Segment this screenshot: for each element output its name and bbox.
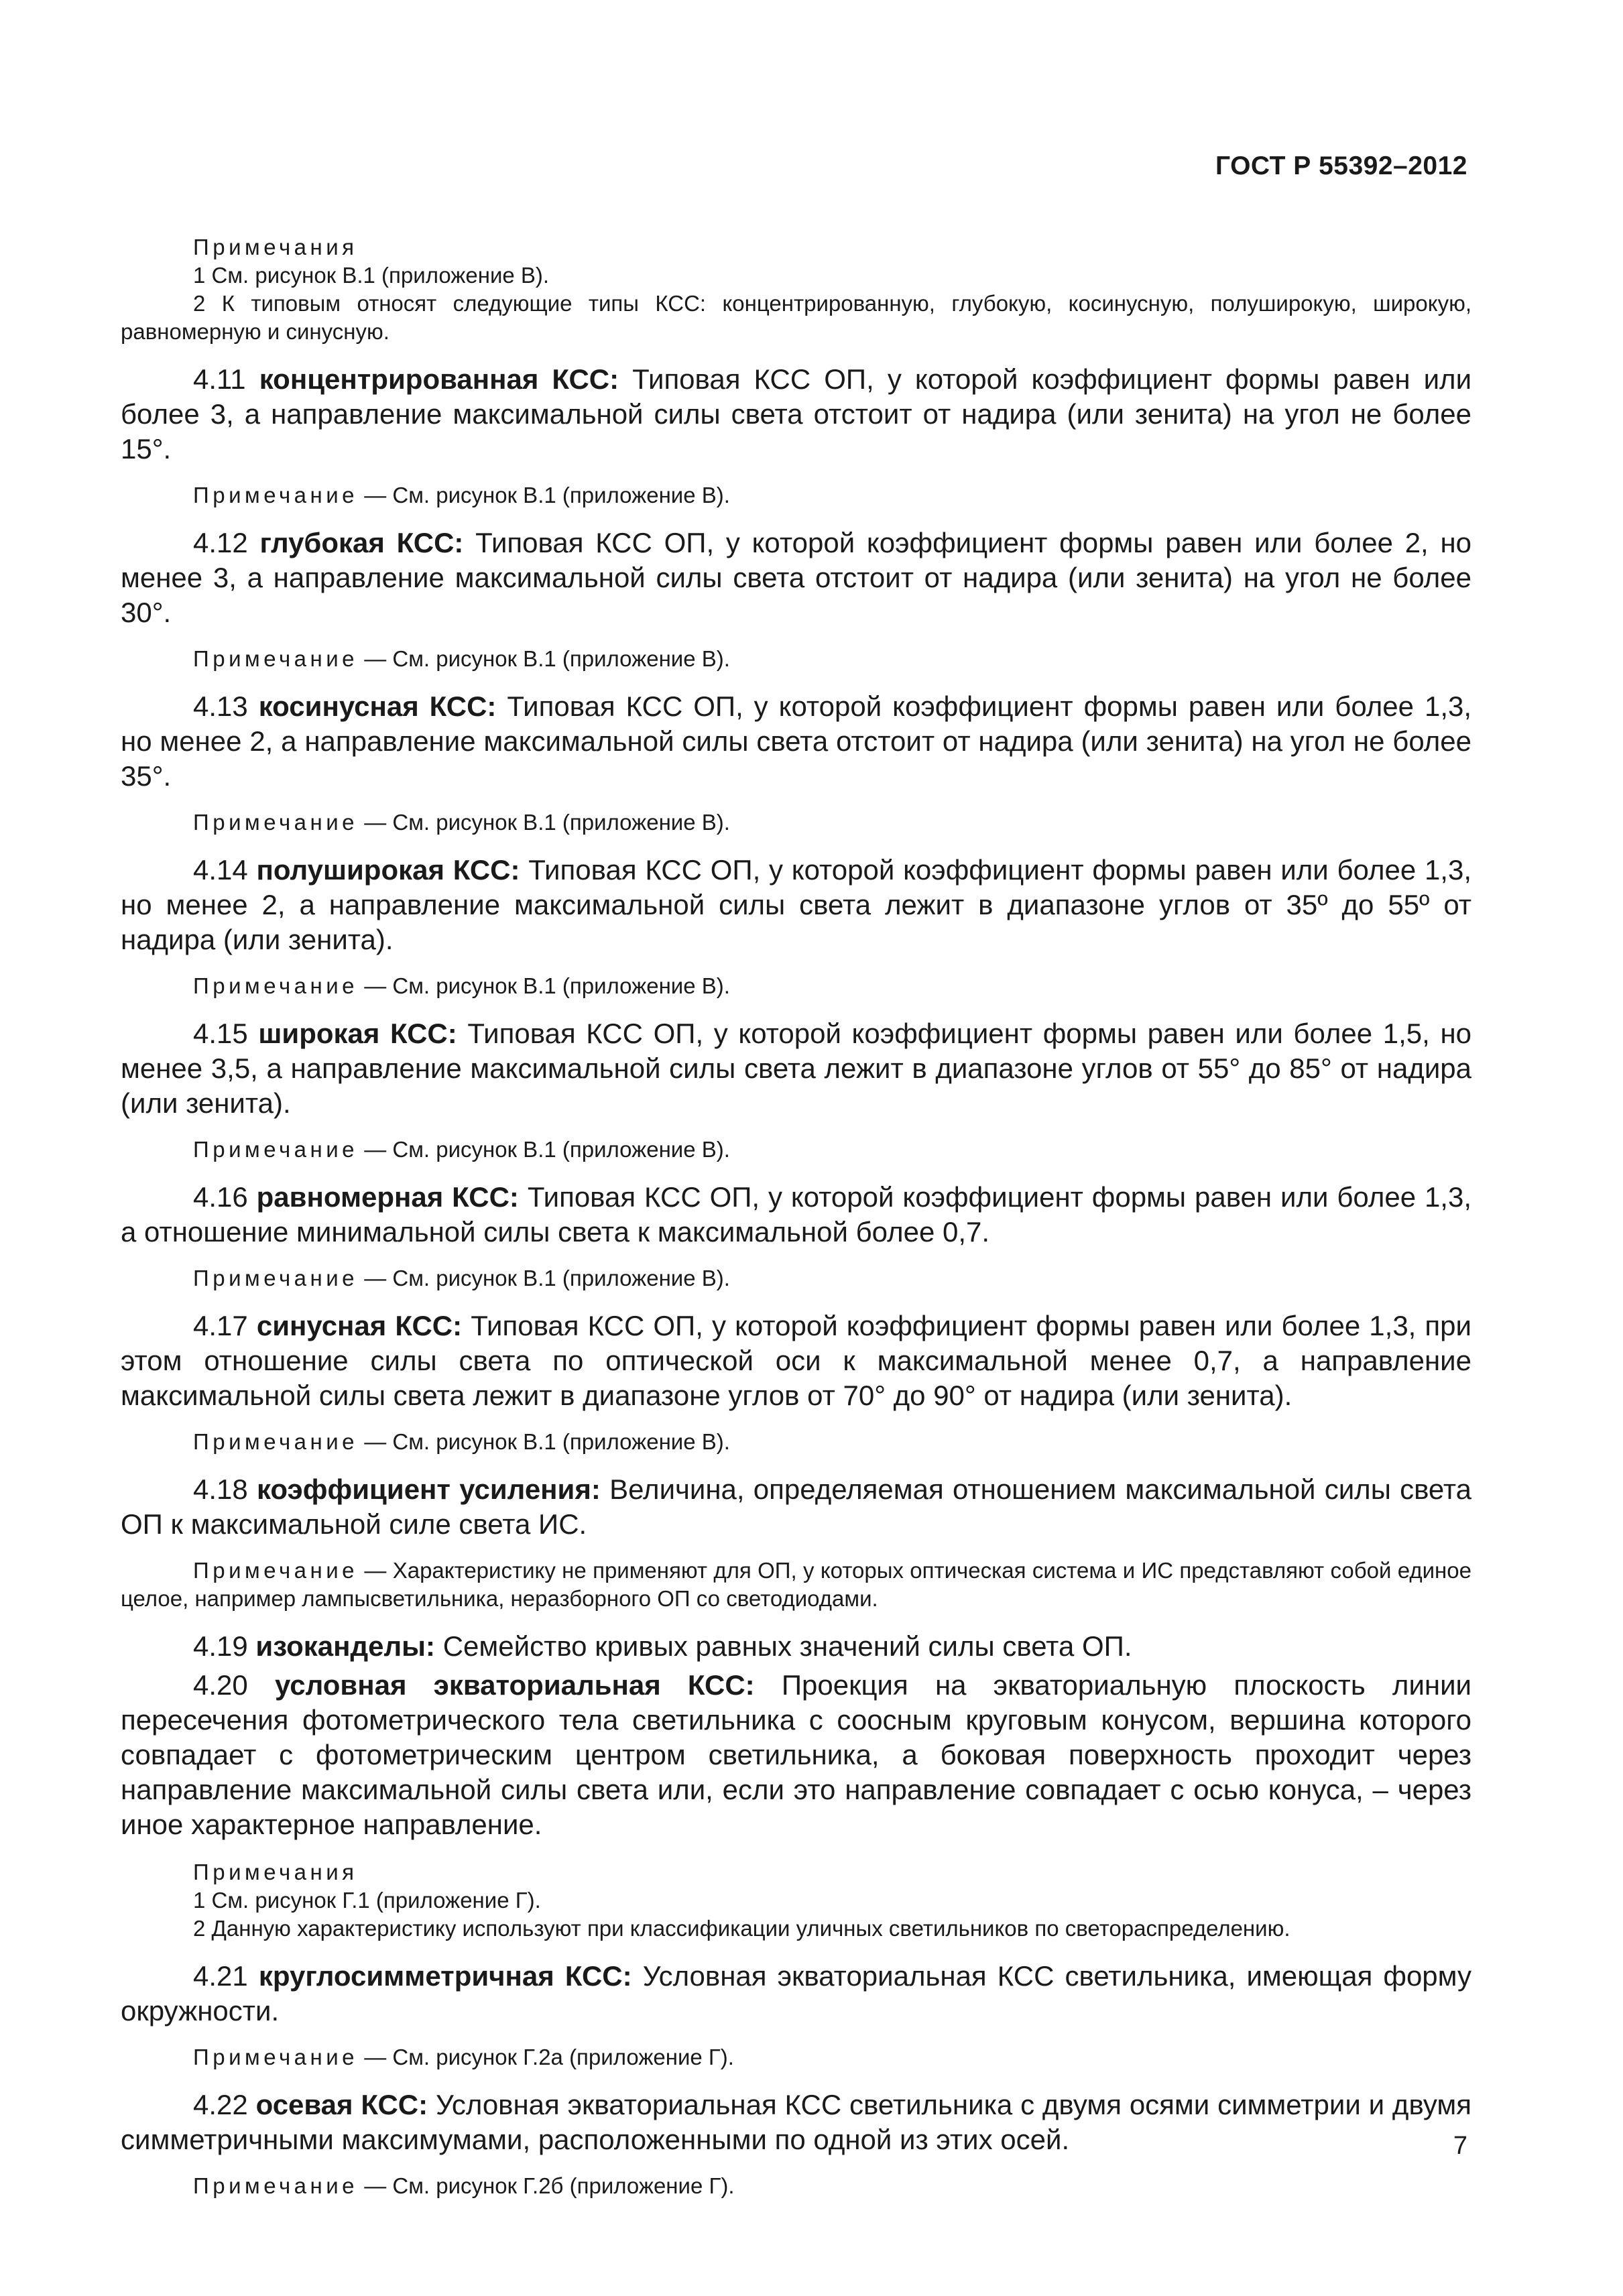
term-definition: [121, 1309, 1471, 1413]
note-label: Примечание: [193, 973, 359, 998]
term-number: 4.12: [193, 527, 248, 558]
note-item: 2 К типовым относят следующие типы КСС: концентрированную, глубокую, косинусную, полуширокую, широкую, равномерную и синусную.: [121, 291, 1471, 344]
term-note: [121, 1136, 1471, 1164]
term-number: 4.20: [193, 1669, 248, 1701]
term-definition: [121, 1959, 1471, 2029]
term-definition: [121, 689, 1471, 794]
term-note: [121, 481, 1471, 509]
note-item: 2 Данную характеристику используют при классификации уличных светильников по светораспределению.: [193, 1916, 1290, 1941]
term-definition: [121, 2088, 1471, 2157]
note-text: — См. рисунок Г.2а (приложение Г).: [364, 2045, 734, 2069]
term-text: Проекция на экваториальную плоскость линии пересечения фотометрического тела светильника с соосным круговым конусом, вершина которого совпадает с фотометрическим центром светильника, а боковая поверхность проходит через направление максимальной силы света или, если это направление совпадает с осью конуса, – через иное характерное направление.: [121, 1669, 1472, 1840]
note-label: Примечание: [193, 1429, 359, 1454]
term-note: [121, 1557, 1471, 1613]
term-definition: [121, 526, 1471, 630]
term-number: 4.15: [193, 1018, 248, 1049]
term-name: равномерная КСС:: [256, 1181, 519, 1213]
term-number: 4.16: [193, 1181, 248, 1213]
term-text: Типовая КСС ОП, у которой коэффициент формы равен или более 1,3, а отношение минимальной силы света к максимальной более 0,7.: [121, 1181, 1471, 1248]
note-label: Примечание: [193, 1137, 359, 1162]
note-item: 1 См. рисунок Г.1 (приложение Г).: [193, 1888, 541, 1913]
term-number: 4.19: [193, 1630, 248, 1662]
note-text: — См. рисунок В.1 (приложение В).: [364, 810, 730, 835]
note-item: 1 См. рисунок В.1 (приложение В).: [193, 263, 550, 288]
note-text: — См. рисунок Г.2б (приложение Г).: [364, 2173, 735, 2198]
term-text: Типовая КСС ОП, у которой коэффициент формы равен или более 1,5, но менее 3,5, а направление максимальной силы света лежит в диапазоне углов от 55° до 85° от надира (или зенита).: [121, 1018, 1471, 1119]
term-definition: [121, 1668, 1471, 1842]
note-text: — См. рисунок В.1 (приложение В).: [364, 1137, 730, 1162]
note-text: — См. рисунок В.1 (приложение В).: [364, 973, 730, 998]
note-text: — Характеристику не применяют для ОП, у которых оптическая система и ИС представляют собой единое целое, например лампысветильника, неразборного ОП со светодиодами.: [121, 1558, 1471, 1611]
note-text: — См. рисунок В.1 (приложение В).: [364, 1266, 730, 1290]
note-text: — См. рисунок В.1 (приложение В).: [364, 1429, 730, 1454]
note-label: Примечание: [193, 2173, 359, 2198]
term-definition: [121, 1180, 1471, 1250]
term-text: Типовая КСС ОП, у которой коэффициент формы равен или более 2, но менее 3, а направление максимальной силы света отстоит от надира (или зенита) на угол не более 30°.: [121, 527, 1472, 628]
document-code: ГОСТ Р 55392–2012: [1215, 152, 1467, 180]
term-name: изоканделы:: [255, 1630, 436, 1662]
term-name: условная экваториальная КСС:: [274, 1669, 755, 1701]
term-text: Типовая КСС ОП, у которой коэффициент формы равен или более 1,3, но менее 2, а направление максимальной силы света лежит в диапазоне углов от 35º до 55º от надира (или зенита).: [121, 854, 1472, 955]
notes-heading: Примечания: [193, 1860, 358, 1884]
term-note: [121, 2043, 1471, 2071]
term-number: 4.17: [193, 1310, 248, 1341]
term-note: [121, 2172, 1471, 2200]
term-name: широкая КСС:: [258, 1018, 457, 1049]
term-note: [121, 1428, 1471, 1456]
term-note: [121, 972, 1471, 1000]
term-text: Типовая КСС ОП, у которой коэффициент формы равен или более 3, а направление максимальной силы света отстоит от надира (или зенита) на угол не более 15°.: [121, 363, 1472, 465]
term-text: Величина, определяемая отношением максимальной силы света ОП к максимальной силе света ИС.: [121, 1473, 1472, 1540]
term-note: [121, 645, 1471, 673]
note-label: Примечание: [193, 2045, 359, 2069]
term-text: Семейство кривых равных значений силы света ОП.: [442, 1630, 1132, 1662]
term-number: 4.11: [193, 363, 246, 395]
term-name: глубокая КСС:: [259, 527, 464, 558]
term-definition: [121, 1016, 1471, 1121]
term-number: 4.13: [193, 690, 248, 722]
term-text: Условная экваториальная КСС светильника с двумя осями симметрии и двумя симметричными максимумами, расположенными по одной из этих осей.: [121, 2089, 1471, 2155]
term-name: полуширокая КСС:: [256, 854, 520, 886]
term-name: синусная КСС:: [256, 1310, 463, 1341]
note-label: Примечание: [193, 646, 359, 671]
note-text: — См. рисунок В.1 (приложение В).: [364, 646, 730, 671]
term-definition: [121, 1629, 1471, 1664]
term-number: 4.22: [193, 2089, 248, 2120]
term-name: концентрированная КСС:: [259, 363, 619, 395]
note-label: Примечание: [193, 1266, 359, 1290]
term-name: круглосимметричная КСС:: [258, 1960, 632, 1992]
term-text: Типовая КСС ОП, у которой коэффициент формы равен или более 1,3, но менее 2, а направление максимальной силы света отстоит от надира (или зенита) на угол не более 35°.: [121, 690, 1472, 792]
term-number: 4.18: [193, 1473, 248, 1505]
note-text: — См. рисунок В.1 (приложение В).: [364, 483, 730, 507]
term-note: [121, 808, 1471, 837]
term-definition: [121, 1472, 1471, 1542]
term-name: осевая КСС:: [255, 2089, 428, 2120]
notes-heading: Примечания: [193, 235, 358, 259]
term-number: 4.21: [193, 1960, 248, 1992]
term-number: 4.14: [193, 854, 248, 886]
term-name: коэффициент усиления:: [256, 1473, 601, 1505]
note-label: Примечание: [193, 810, 359, 835]
term-definition: [121, 362, 1471, 467]
note-label: Примечание: [193, 1558, 359, 1583]
page-number: 7: [1453, 2132, 1467, 2160]
term-name: косинусная КСС:: [258, 690, 497, 722]
term-note: [121, 1264, 1471, 1292]
page-content: [121, 233, 1471, 2200]
term-text: Типовая КСС ОП, у которой коэффициент формы равен или более 1,3, при этом отношение силы света по оптической оси к максимальной менее 0,7, а направление максимальной силы света лежит в диапазоне углов от 70° до 90° от надира (или зенита).: [121, 1310, 1471, 1411]
term-definition: [121, 853, 1471, 957]
term-text: Условная экваториальная КСС светильника, имеющая форму окружности.: [121, 1960, 1472, 2027]
note-label: Примечание: [193, 483, 359, 507]
